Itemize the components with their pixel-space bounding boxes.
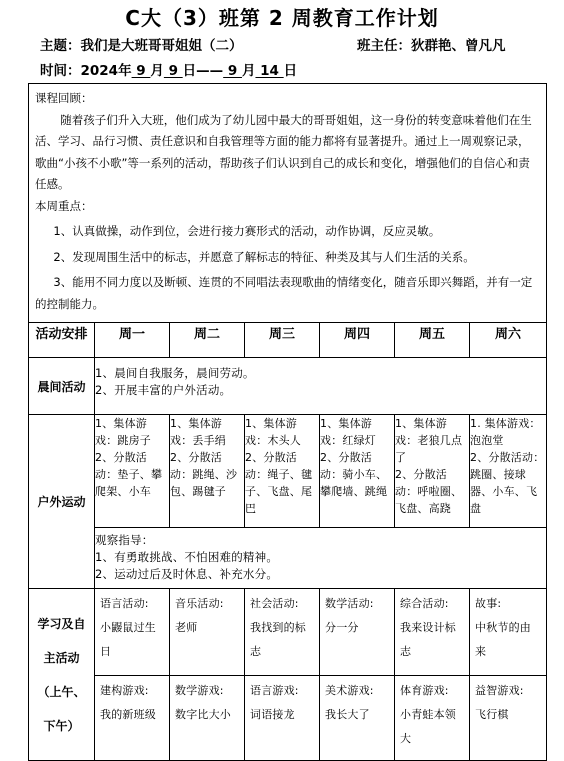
activity-name: 我来设计标志 [400, 621, 456, 658]
outdoor-cell: 1、集体游戏：木头人 2、分散活动：绳子、毽子、飞盘、尾巴 [245, 415, 320, 528]
activity-name: 分一分 [325, 621, 359, 634]
study-row-2 [29, 676, 547, 761]
observe-item: 2、运动过后及时休息、补充水分。 [95, 567, 279, 581]
outdoor-row [29, 415, 547, 528]
activity-type: 数学游戏: [175, 684, 224, 697]
activity-type: 美术游戏: [325, 684, 374, 697]
focus-heading: 本周重点： [35, 198, 93, 213]
study-cell [320, 676, 395, 761]
study-label-line: 主活动 [43, 650, 80, 665]
activity-type: 语言活动: [100, 597, 149, 610]
outdoor-label: 户外运动 [29, 415, 95, 589]
outdoor-cell: 1、集体游戏：老狼几点了 2、分散活动：呼啦圈、飞盘、高跷 [395, 415, 470, 528]
activity-name: 我的新班级 [100, 708, 156, 721]
study-label-line: （上午、 [37, 684, 86, 699]
theme-line [40, 34, 243, 54]
activity-type: 社会活动: [250, 597, 299, 610]
outdoor-cell: 1、集体游戏：红绿灯 2、分散活动：骑小车、攀爬墙、跳绳 [320, 415, 395, 528]
morning-item: 2、开展丰富的户外活动。 [95, 383, 232, 397]
time-start-month: 9 [131, 63, 151, 79]
time-text-month2: 月 [241, 63, 256, 79]
page-title: C大（3）班第 2 周教育工作计划 [125, 6, 439, 30]
activity-name: 词语接龙 [250, 708, 295, 721]
activity-name: 老师 [175, 621, 198, 634]
activity-type: 故事: [475, 597, 502, 610]
activity-name: 飞行棋 [475, 708, 509, 721]
study-label-line: 下午） [43, 718, 80, 733]
activity-type: 建构游戏: [100, 684, 149, 697]
time-label: 时间：2024年 [40, 63, 132, 79]
activity-name: 小鼹鼠过生日 [100, 621, 156, 658]
activity-name: 数字比大小 [175, 708, 231, 721]
study-cell [245, 589, 320, 676]
activity-name: 我找到的标志 [250, 621, 306, 658]
study-cell [95, 589, 170, 676]
activity-type: 语言游戏: [250, 684, 299, 697]
teacher-line [357, 34, 506, 54]
activity-type: 体育游戏: [400, 684, 449, 697]
study-cell [245, 676, 320, 761]
study-cell [395, 589, 470, 676]
observe-row [29, 528, 547, 589]
activity-type: 音乐活动: [175, 597, 224, 610]
day-header: 周三 [245, 323, 320, 358]
outdoor-cell: 1. 集体游戏：泡泡堂 2、分散活动：跳圈、接球器、小车、飞盘 [470, 415, 547, 528]
study-row-1 [29, 589, 547, 676]
morning-label: 晨间活动 [29, 358, 95, 415]
outdoor-cell: 1、集体游戏：丢手绢 2、分散活动：跳绳、沙包、踢毽子 [170, 415, 245, 528]
time-text-sep: 日—— [182, 63, 224, 79]
review-heading: 课程回顾： [35, 91, 93, 105]
study-cell [470, 589, 547, 676]
time-text-day: 日 [283, 63, 298, 79]
study-label-line: 学习及自 [37, 616, 86, 631]
focus-item: 2、发现周围生活中的标志，并愿意了解标志的特征、种类及其与人们生活的关系。 [53, 249, 475, 264]
observe-item: 1、有勇敢挑战、不怕困难的精神。 [95, 550, 279, 564]
study-cell [170, 676, 245, 761]
study-cell [395, 676, 470, 761]
study-label [29, 589, 95, 761]
teacher-value: 狄群艳、曾凡凡 [411, 38, 506, 54]
activity-name: 我长大了 [325, 708, 370, 721]
outdoor-cell: 1、集体游戏：跳房子 2、分散活动：垫子、攀爬架、小车 [95, 415, 170, 528]
morning-row [29, 358, 547, 415]
activity-type: 益智游戏: [475, 684, 524, 697]
observe-cell [95, 528, 547, 589]
theme-value: 我们是大班哥哥姐姐（二） [80, 38, 243, 54]
time-end-day: 14 [255, 63, 284, 79]
time-line [40, 59, 297, 79]
day-header: 周二 [170, 323, 245, 358]
day-header-row [29, 323, 547, 358]
day-header: 周四 [320, 323, 395, 358]
time-end-month: 9 [223, 63, 242, 79]
study-cell [470, 676, 547, 761]
schedule-label: 活动安排 [29, 323, 95, 358]
activity-name: 小青蛙本领大 [400, 708, 456, 745]
plan-table [28, 83, 547, 761]
study-cell [170, 589, 245, 676]
time-start-day: 9 [163, 63, 183, 79]
focus-item: 3、能用不同力度以及断顿、连贯的不同唱法表现歌曲的情绪变化，随音乐即兴舞蹈，并有一定的控制能力。 [35, 275, 533, 311]
study-cell [95, 676, 170, 761]
intro-row [29, 84, 547, 323]
day-header: 周五 [395, 323, 470, 358]
day-header: 周六 [470, 323, 547, 358]
focus-item: 1、认真做操，动作到位，会进行接力赛形式的活动，动作协调，反应灵敏。 [53, 224, 441, 238]
intro-cell [29, 84, 547, 323]
morning-item: 1、晨间自我服务，晨间劳动。 [95, 366, 255, 380]
review-text: 随着孩子们升入大班，他们成为了幼儿园中最大的哥哥姐姐，这一身份的转变意味着他们在生活、学习、品行习惯、责任意识和自我管理等方面的能力都将有显著提升。通过上一周观察记录，歌曲“小孩不小歌”等一系列的活动，帮助孩子们认识到自己的成长和变化，增强他们的自信心和责任感。 [35, 112, 532, 191]
theme-label: 主题： [40, 38, 81, 54]
time-text-month: 月 [150, 63, 164, 79]
day-header: 周一 [95, 323, 170, 358]
morning-cell [95, 358, 547, 415]
study-cell [320, 589, 395, 676]
activity-type: 数学活动: [325, 597, 374, 610]
activity-name: 中秋节的由来 [475, 621, 531, 658]
observe-heading: 观察指导： [95, 533, 154, 547]
activity-type: 综合活动: [400, 597, 449, 610]
teacher-label: 班主任： [357, 38, 411, 54]
